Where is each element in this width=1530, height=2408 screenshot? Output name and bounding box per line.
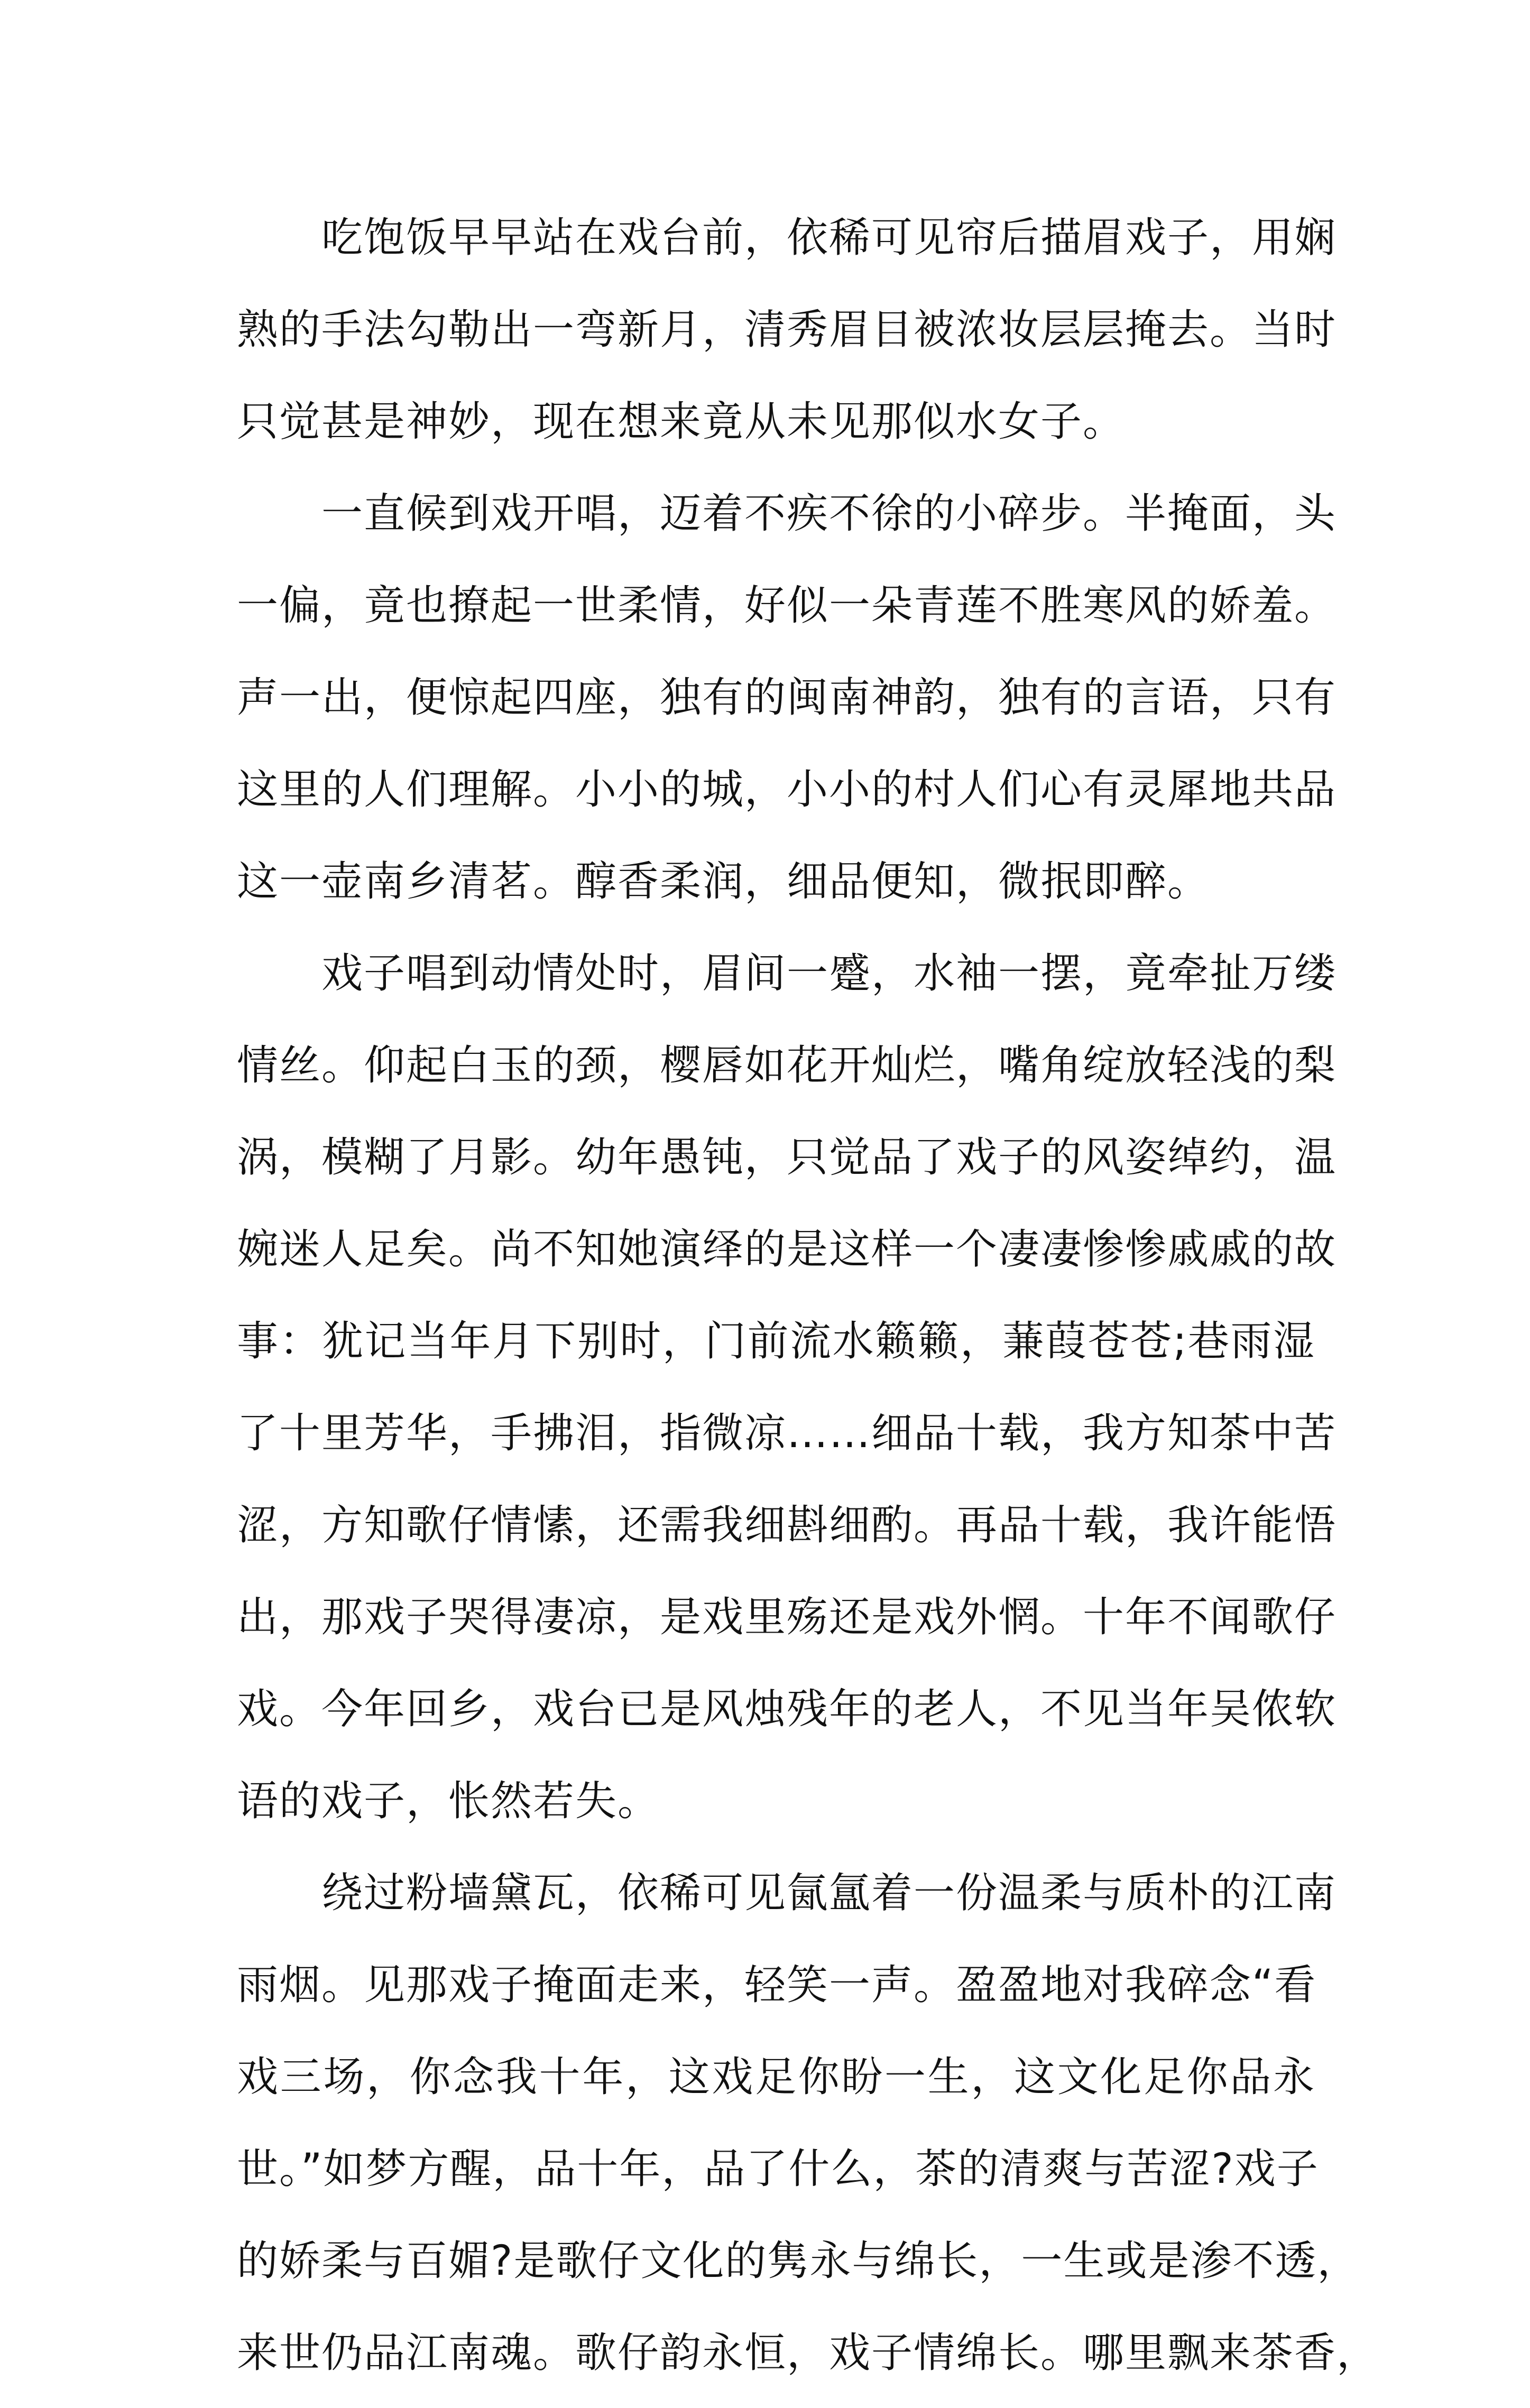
paragraph-2-line-1: 一直候到戏开唱，迈着不疾不徐的小碎步。半掩面，头 bbox=[321, 490, 1337, 538]
paragraph-3-line-6: 了十里芳华，手拂泪，指微凉……细品十载，我方知茶中苦 bbox=[237, 1410, 1337, 1457]
paragraph-4-line-5: 的娇柔与百媚?是歌仔文化的隽永与绵长，一生或是渗不透， bbox=[237, 2237, 1360, 2285]
paragraph-2-line-5: 这一壶南乡清茗。醇香柔润，细品便知，微抿即醉。 bbox=[237, 858, 1210, 905]
paragraph-3-line-2: 情丝。仰起白玉的颈，樱唇如花开灿烂，嘴角绽放轻浅的梨 bbox=[237, 1042, 1337, 1089]
paragraph-4-line-4: 世。”如梦方醒，品十年，品了什么，茶的清爽与苦涩?戏子 bbox=[237, 2145, 1319, 2193]
paragraph-2-line-2: 一偏，竟也撩起一世柔情，好似一朵青莲不胜寒风的娇羞。 bbox=[237, 582, 1337, 629]
paragraph-1-line-1: 吃饱饭早早站在戏台前，依稀可见帘后描眉戏子，用娴 bbox=[321, 214, 1337, 262]
paragraph-3-line-9: 戏。今年回乡，戏台已是风烛残年的老人，不见当年吴侬软 bbox=[237, 1685, 1337, 1733]
paragraph-1-line-2: 熟的手法勾勒出一弯新月，清秀眉目被浓妆层层掩去。当时 bbox=[237, 306, 1337, 354]
paragraph-4-line-2: 雨烟。见那戏子掩面走来，轻笑一声。盈盈地对我碎念“看 bbox=[237, 1961, 1317, 2009]
paragraph-3-line-1: 戏子唱到动情处时，眉间一蹙，水袖一摆，竟牵扯万缕 bbox=[321, 950, 1337, 997]
paragraph-3-line-4: 婉迷人足矣。尚不知她演绎的是这样一个凄凄惨惨戚戚的故 bbox=[237, 1226, 1337, 1273]
paragraph-4-line-3: 戏三场，你念我十年，这戏足你盼一生，这文化足你品永 bbox=[237, 2053, 1315, 2101]
paragraph-2-line-4: 这里的人们理解。小小的城，小小的村人们心有灵犀地共品 bbox=[237, 766, 1337, 813]
paragraph-4-line-6: 来世仍品江南魂。歌仔韵永恒，戏子情绵长。哪里飘来茶香， bbox=[237, 2329, 1379, 2377]
paragraph-3-line-5: 事：犹记当年月下别时，门前流水籁籁，蒹葭苍苍;巷雨湿 bbox=[237, 1318, 1315, 1365]
paragraph-3-line-3: 涡，模糊了月影。幼年愚钝，只觉品了戏子的风姿绰约，温 bbox=[237, 1134, 1337, 1181]
essay-body bbox=[237, 201, 1379, 2408]
paragraph-4-line-1: 绕过粉墙黛瓦，依稀可见氤氲着一份温柔与质朴的江南 bbox=[321, 1869, 1337, 1917]
paragraph-3-line-10: 语的戏子，怅然若失。 bbox=[237, 1777, 660, 1825]
paragraph-3-line-7: 涩，方知歌仔情愫，还需我细斟细酌。再品十载，我许能悟 bbox=[237, 1502, 1337, 1549]
paragraph-3-line-8: 出，那戏子哭得凄凉，是戏里殇还是戏外惘。十年不闻歌仔 bbox=[237, 1594, 1337, 1641]
paragraph-1-line-3: 只觉甚是神妙，现在想来竟从未见那似水女子。 bbox=[237, 398, 1126, 446]
paragraph-2-line-3: 声一出，便惊起四座，独有的闽南神韵，独有的言语，只有 bbox=[237, 674, 1337, 721]
